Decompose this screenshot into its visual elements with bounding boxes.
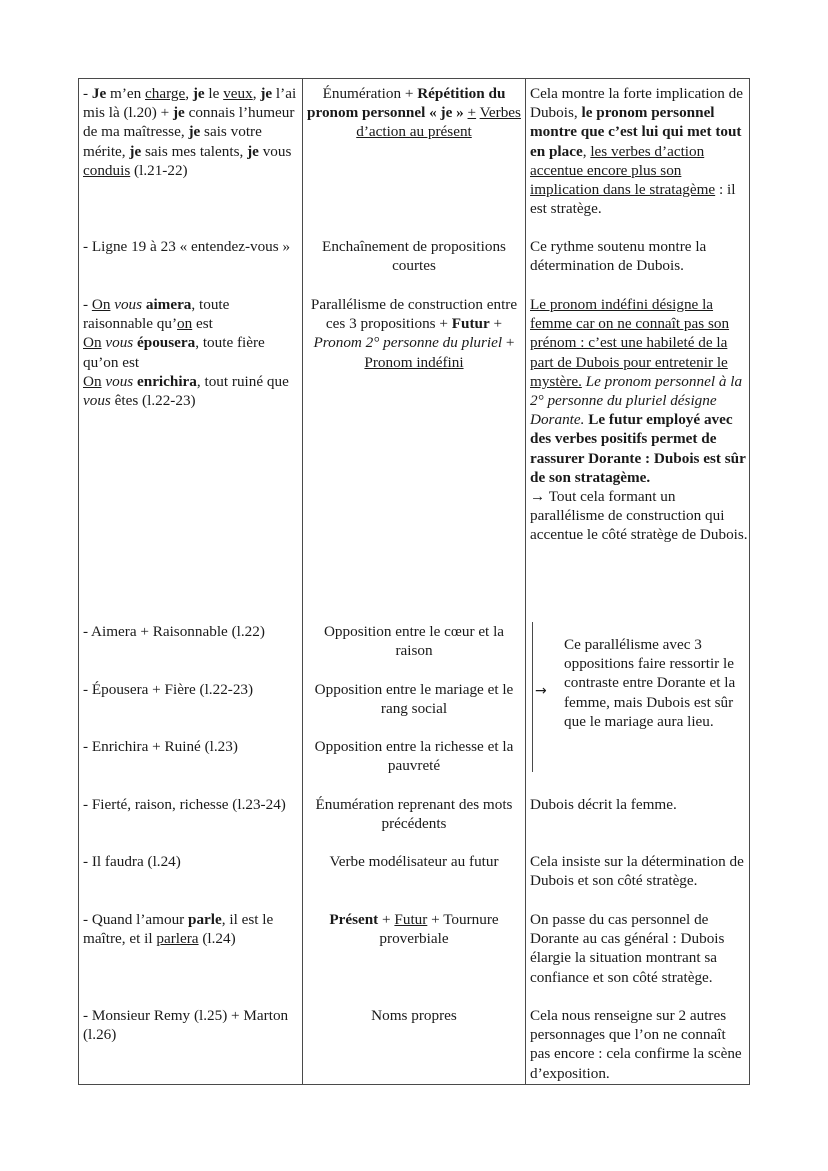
row4-procede: Opposition entre le cœur et la raison	[323, 623, 505, 660]
grouped-interpretation: Ce parallélisme avec 3 oppositions faire ressortir le contraste entre Dorante et la femme, mais Dubois est sûr que le mariage aura lieu.	[564, 636, 736, 730]
row7-citation: - Fierté, raison, richesse (l.23-24)	[83, 796, 286, 813]
row6-procede: Opposition entre la richesse et la pauvreté	[314, 738, 514, 775]
row2-procede: Enchaînement de propositions courtes	[322, 238, 506, 275]
row3-procede: Parallélisme de construction entre ces 3 propositions + Futur + Pronom 2° personne du pluriel + Pronom indéfini	[310, 296, 518, 371]
analysis-table	[78, 78, 750, 1085]
row3-interpretation: Le pronom indéfini désigne la femme car on ne connaît pas son prénom : c’est une habileté de la part de Dubois pour entretenir le mystère. Le pronom personnel à la 2° personne du pluriel désigne Dorante. Le futur employé avec des verbes positifs permet de rassurer Dorante : Dubois est sûr de son stratagème. → Tout cela formant un parallélisme de construction qui accentue le côté stratège de Dubois.	[530, 296, 748, 544]
row7-procede: Énumération reprenant des mots précédents	[315, 796, 513, 833]
row1-citation: - Je m’en charge, je le veux, je l’ai mis là (l.20) + je connais l’humeur de ma maîtresse, je sais votre mérite, je sais mes talents, je vous conduis (l.21-22)	[83, 85, 297, 179]
column-divider-2	[525, 79, 526, 1084]
row6-citation: - Enrichira + Ruiné (l.23)	[83, 738, 238, 755]
row2-interpretation: Ce rythme soutenu montre la détermination de Dubois.	[530, 238, 707, 275]
row10-citation: - Monsieur Remy (l.25) + Marton (l.26)	[83, 1007, 289, 1044]
row8-procede: Verbe modélisateur au futur	[329, 853, 499, 870]
row4-citation: - Aimera + Raisonnable (l.22)	[83, 623, 265, 640]
row8-interpretation: Cela insiste sur la détermination de Dubois et son côté stratège.	[530, 853, 744, 890]
column-divider-1	[302, 79, 303, 1084]
row8-citation: - Il faudra (l.24)	[83, 853, 181, 870]
row9-procede: Présent + Futur + Tournure proverbiale	[329, 911, 499, 948]
row1-interpretation: Cela montre la forte implication de Dubois, le pronom personnel montre que c’est lui qui met tout en place, les verbes d’action accentue encore plus son implication dans le stratagème : il est stratège.	[530, 85, 743, 218]
row7-interpretation: Dubois décrit la femme.	[530, 796, 677, 813]
row5-procede: Opposition entre le mariage et le rang social	[314, 681, 514, 718]
arrow-icon: →	[535, 683, 547, 699]
row10-interpretation: Cela nous renseigne sur 2 autres personnages que l’on ne connaît pas encore : cela confirme la scène d’exposition.	[530, 1007, 742, 1082]
row10-procede: Noms propres	[371, 1007, 457, 1024]
row5-citation: - Épousera + Fière (l.22-23)	[83, 681, 254, 698]
row9-interpretation: On passe du cas personnel de Dorante au cas général : Dubois élargie la situation montrant sa confiance et son côté stratège.	[530, 911, 725, 986]
row2-citation: - Ligne 19 à 23 « entendez-vous »	[83, 238, 291, 255]
row1-procede: Énumération + Répétition du pronom personnel « je » + Verbes d’action au présent	[307, 85, 521, 141]
row9-citation: - Quand l’amour parle, il est le maître, et il parlera (l.24)	[83, 911, 274, 948]
row3-citation: - On vous aimera, toute raisonnable qu’on est On vous épousera, toute fière qu’on est On vous enrichira, tout ruiné que vous êtes (l.22-23)	[83, 296, 289, 410]
